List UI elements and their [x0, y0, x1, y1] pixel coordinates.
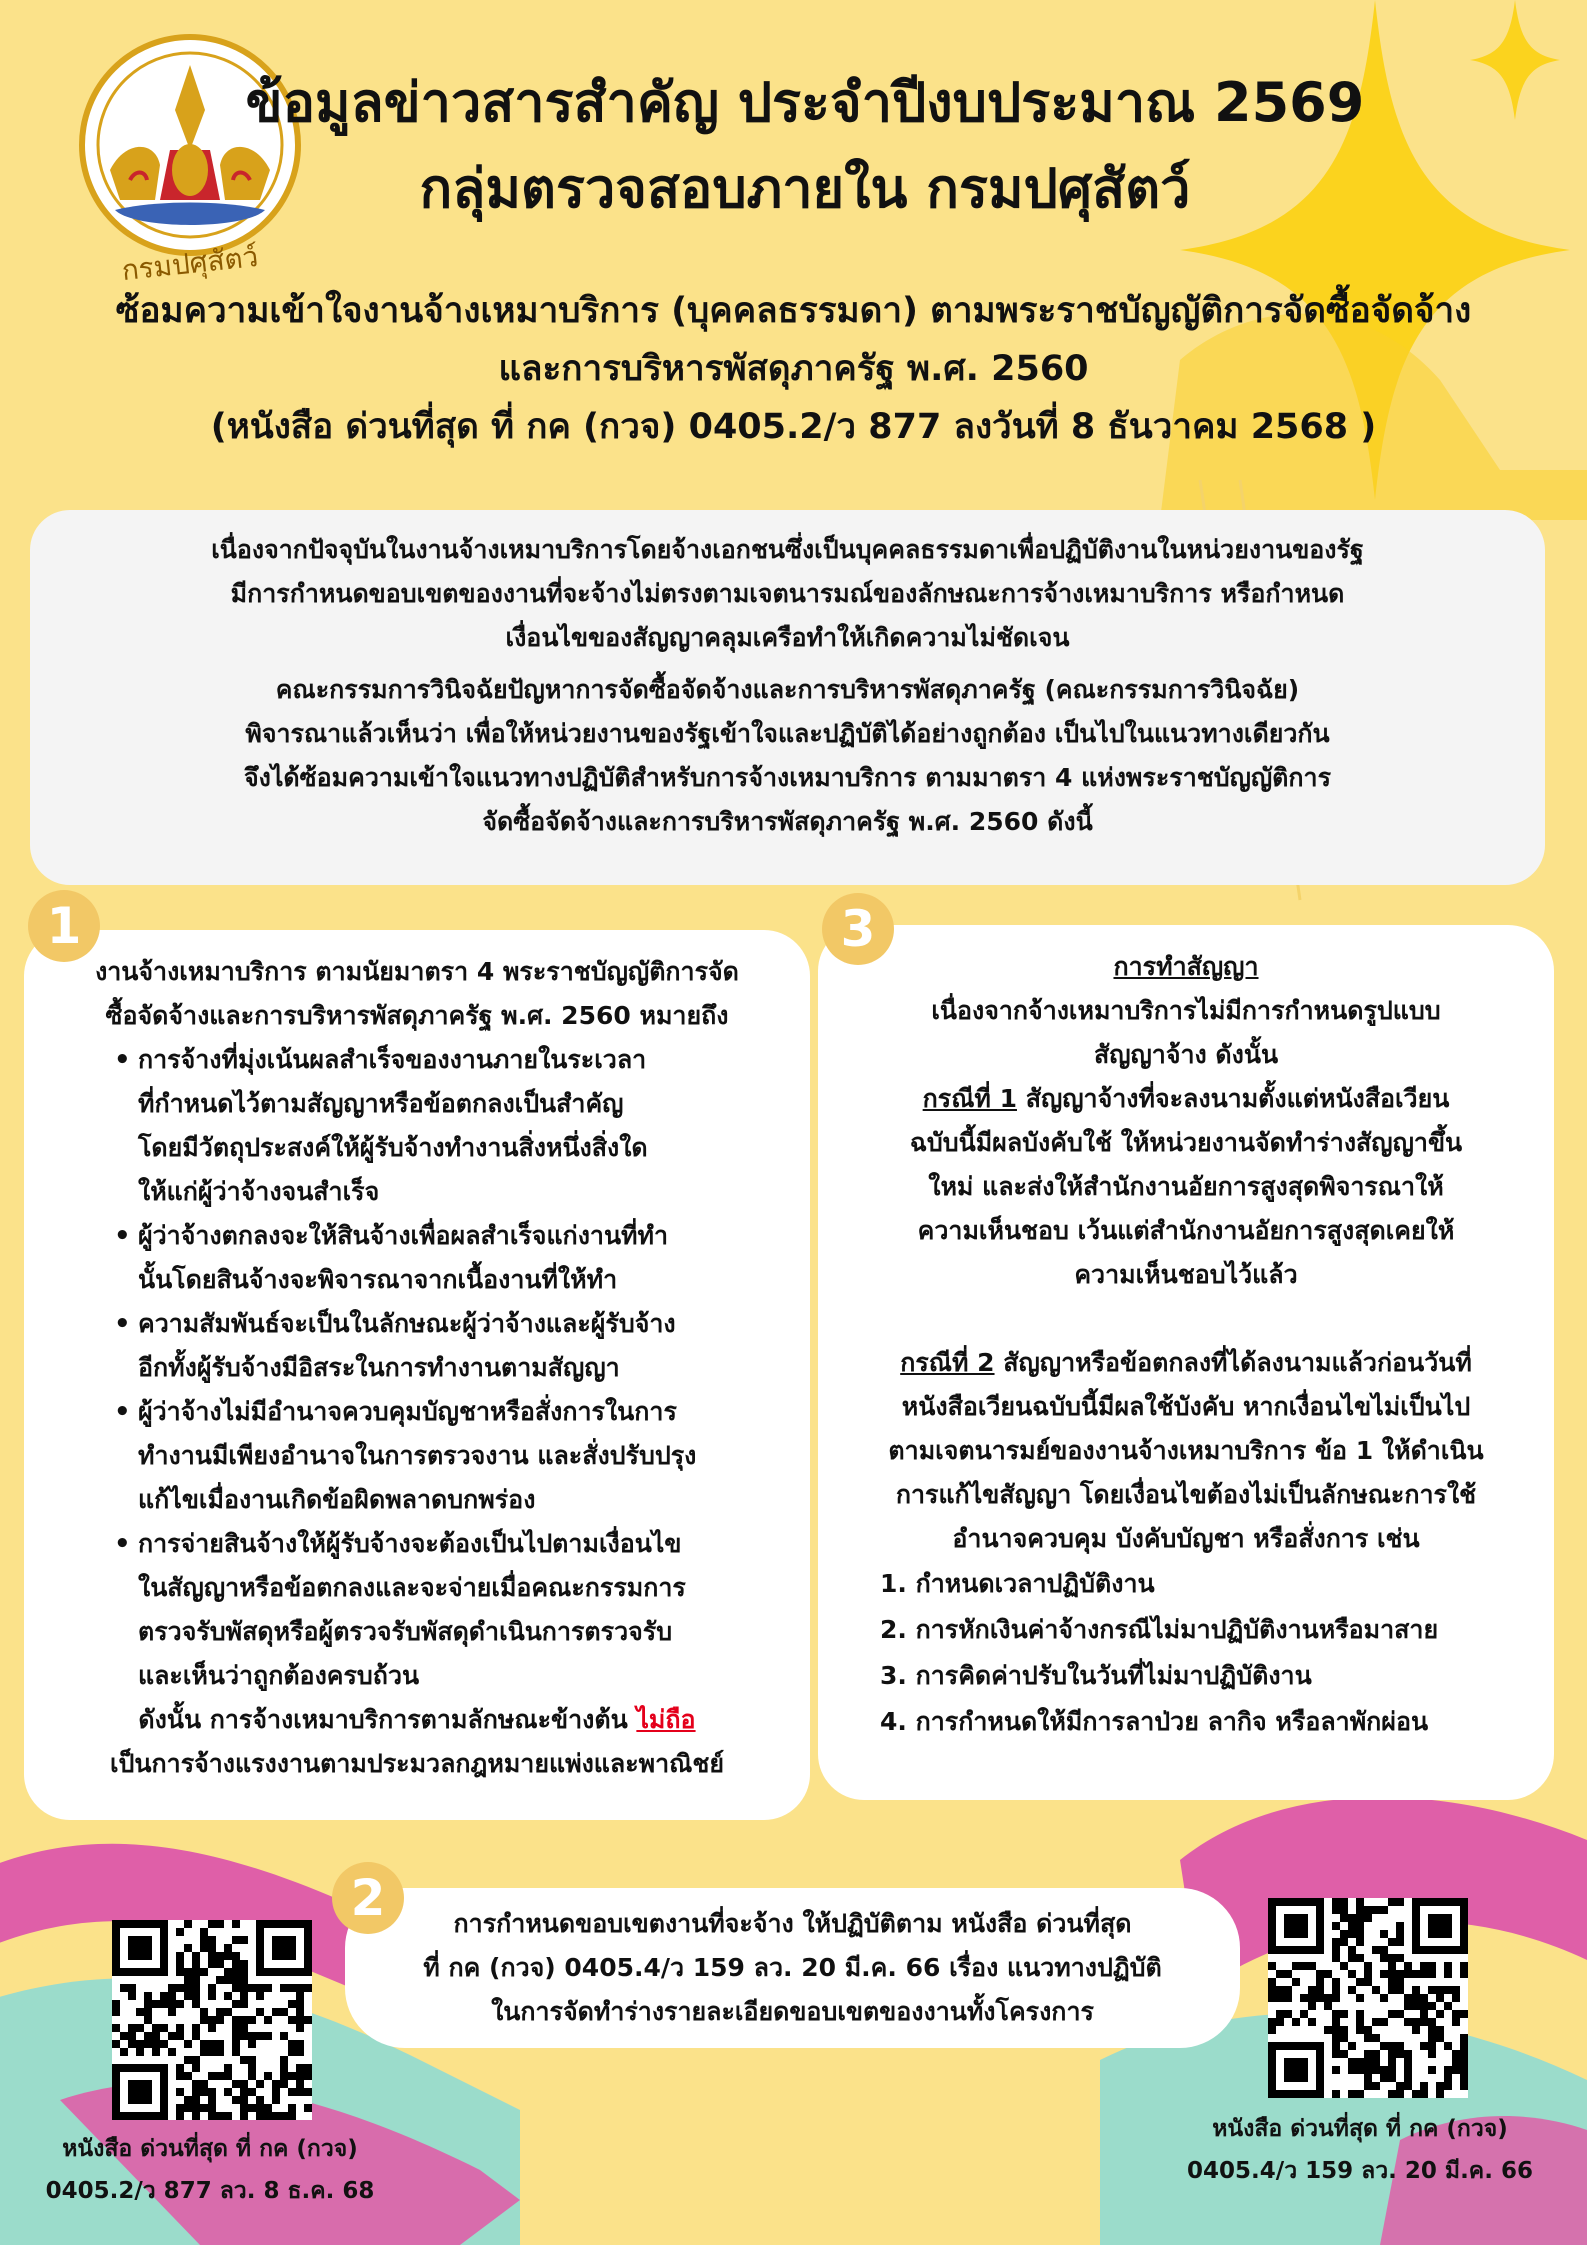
title-line-1: ข้อมูลข่าวสารสำคัญ ประจำปีงบประมาณ 2569 [245, 71, 1365, 134]
section-1-card [24, 930, 810, 1820]
bullet-line: • ความสัมพันธ์จะเป็นในลักษณะผู้ว่าจ้างและผู้รับจ้าง [138, 1309, 676, 1338]
section-1-conclusion-line-1 [48, 1698, 786, 1742]
section-1-lead-line-1: งานจ้างเหมาบริการ ตามนัยมาตรา 4 พระราชบัญญัติการจัด [95, 957, 739, 986]
qr-left-caption-line-1: หนังสือ ด่วนที่สุด ที่ กค (กวจ) [62, 2136, 358, 2162]
intro-p1-line-1: เนื่องจากปัจจุบันในงานจ้างเหมาบริการโดยจ้างเอกชนซึ่งเป็นบุคคลธรรมดาเพื่อปฏิบัติงานในหน่วยงานของรัฐ [211, 535, 1364, 564]
bullet-line: โดยมีวัตถุประสงค์ให้ผู้รับจ้างทำงานสิ่งหนึ่งสิ่งใด [138, 1133, 648, 1162]
bullet-line: • ผู้ว่าจ้างไม่มีอำนาจควบคุมบัญชาหรือสั่งการในการ [138, 1397, 677, 1426]
example-item: 4. การกำหนดให้มีการลาป่วย ลากิจ หรือลาพักผ่อน [880, 1707, 1429, 1736]
intro-card [30, 510, 1545, 885]
section-1-conclusion-line-2: เป็นการจ้างแรงงานตามประมวลกฎหมายแพ่งและพาณิชย์ [110, 1749, 724, 1778]
case-2-line-4: การแก้ไขสัญญา โดยเงื่อนไขต้องไม่เป็นลักษณะการใช้ [895, 1480, 1477, 1509]
qr-code-right[interactable] [1268, 1898, 1468, 2098]
case-2-line-5: อำนาจควบคุม บังคับบัญชา หรือสั่งการ เช่น [952, 1524, 1420, 1553]
section-2-number: 2 [332, 1862, 404, 1934]
contract-heading: การทำสัญญา [1113, 952, 1259, 981]
qr-right-caption-line-1: หนังสือ ด่วนที่สุด ที่ กค (กวจ) [1212, 2116, 1508, 2142]
bullet-line: และเห็นว่าถูกต้องครบถ้วน [138, 1661, 420, 1690]
qr-left-caption-line-2: 0405.2/ว 877 ลว. 8 ธ.ค. 68 [45, 2178, 375, 2204]
logo-caption: กรมปศุสัตว์ [120, 239, 260, 288]
intro-p2-line-2: พิจารณาแล้วเห็นว่า เพื่อให้หน่วยงานของรัฐเข้าใจและปฏิบัติได้อย่างถูกต้อง เป็นไปในแนวทางเดียวกัน [245, 719, 1330, 748]
qr-left-caption [20, 2128, 400, 2212]
intro-p2-line-3: จึงได้ซ้อมความเข้าใจแนวทางปฏิบัติสำหรับการจ้างเหมาบริการ ตามมาตรา 4 แห่งพระราชบัญญัติการ [243, 763, 1332, 792]
section-1-number: 1 [28, 890, 100, 962]
bullet-line: • การจ่ายสินจ้างให้ผู้รับจ้างจะต้องเป็นไปตามเงื่อนไข [138, 1529, 682, 1558]
section-1-bullet [110, 1302, 786, 1390]
case-2-line-1 [836, 1341, 1536, 1385]
section-2-line-3: ในการจัดทำร่างรายละเอียดขอบเขตของงานทั้งโครงการ [491, 1997, 1094, 2026]
case-1-text: สัญญาจ้างที่จะลงนามตั้งแต่หนังสือเวียน [1016, 1084, 1450, 1113]
section-2-card [345, 1888, 1240, 2048]
section-1-lead-line-2: ซื้อจัดจ้างและการบริหารพัสดุภาครัฐ พ.ศ. 2560 หมายถึง [105, 1001, 729, 1030]
bullet-line: นั้นโดยสินจ้างจะพิจารณาจากเนื้องานที่ให้ทำ [138, 1265, 618, 1294]
intro-p2-line-4: จัดซื้อจัดจ้างและการบริหารพัสดุภาครัฐ พ.ศ. 2560 ดังนี้ [482, 807, 1093, 836]
section-3-lead-line-2: สัญญาจ้าง ดังนั้น [1093, 1040, 1279, 1069]
case-1-line-5: ความเห็นชอบไว้แล้ว [1074, 1260, 1298, 1289]
bullet-line: • ผู้ว่าจ้างตกลงจะให้สินจ้างเพื่อผลสำเร็จแก่งานที่ทำ [138, 1221, 669, 1250]
case-1-label: กรณีที่ 1 [922, 1084, 1017, 1113]
case-1-line-3: ใหม่ และส่งให้สำนักงานอัยการสูงสุดพิจารณาให้ [928, 1172, 1444, 1201]
section-3-lead-line-1: เนื่องจากจ้างเหมาบริการไม่มีการกำหนดรูปแบบ [931, 996, 1441, 1025]
section-3-card [818, 925, 1554, 1800]
section-3-number: 3 [822, 893, 894, 965]
qr-right-caption-line-2: 0405.4/ว 159 ลว. 20 มี.ค. 66 [1187, 2158, 1533, 2184]
subtitle-line-2: และการบริหารพัสดุภาครัฐ พ.ศ. 2560 [498, 349, 1089, 389]
example-item: 1. กำหนดเวลาปฏิบัติงาน [880, 1569, 1155, 1598]
subtitle-line-1: ซ้อมความเข้าใจงานจ้างเหมาบริการ (บุคคลธรรมดา) ตามพระราชบัญญัติการจัดซื้อจัดจ้าง [115, 291, 1472, 331]
bullet-line: ตรวจรับพัสดุหรือผู้ตรวจรับพัสดุดำเนินการตรวจรับ [138, 1617, 673, 1646]
section-1-bullet [110, 1522, 786, 1698]
case-2-text: สัญญาหรือข้อตกลงที่ได้ลงนามแล้วก่อนวันที่ [994, 1348, 1472, 1377]
intro-p1-line-3: เงื่อนไขของสัญญาคลุมเครือทำให้เกิดความไม่ชัดเจน [505, 623, 1070, 652]
conclusion-text: ดังนั้น การจ้างเหมาบริการตามลักษณะข้างต้น [138, 1705, 637, 1734]
section-1-bullet [110, 1038, 786, 1214]
intro-p1-line-2: มีการกำหนดขอบเขตของงานที่จะจ้างไม่ตรงตามเจตนารมณ์ของลักษณะการจ้างเหมาบริการ หรือกำหนด [230, 579, 1345, 608]
section-1-bullet [110, 1390, 786, 1522]
qr-right-caption [1150, 2108, 1570, 2192]
section-1-bullets [110, 1038, 786, 1698]
bullet-line: • การจ้างที่มุ่งเน้นผลสำเร็จของงานภายในระเวลา [138, 1045, 647, 1074]
sparkle-small-icon [1470, 0, 1560, 120]
case-1-line-2: ฉบับนี้มีผลบังคับใช้ ให้หน่วยงานจัดทำร่างสัญญาขึ้น [909, 1128, 1463, 1157]
bullet-line: อีกทั้งผู้รับจ้างมีอิสระในการทำงานตามสัญญา [138, 1353, 620, 1382]
section-1-bullet [110, 1214, 786, 1302]
case-1-line-4: ความเห็นชอบ เว้นแต่สำนักงานอัยการสูงสุดเคยให้ [917, 1216, 1455, 1245]
example-item: 2. การหักเงินค่าจ้างกรณีไม่มาปฏิบัติงานหรือมาสาย [880, 1615, 1439, 1644]
bullet-line: ทำงานมีเพียงอำนาจในการตรวจงาน และสั่งปรับปรุง [138, 1441, 697, 1470]
qr-code-left[interactable] [112, 1920, 312, 2120]
section-2-line-2: ที่ กค (กวจ) 0405.4/ว 159 ลว. 20 มี.ค. 66 เรื่อง แนวทางปฏิบัติ [423, 1953, 1162, 1982]
case-2-line-3: ตามเจตนารมย์ของงานจ้างเหมาบริการ ข้อ 1 ให้ดำเนิน [888, 1436, 1484, 1465]
case-1-line-1 [836, 1077, 1536, 1121]
section-3-heading [836, 945, 1536, 989]
case-2-label: กรณีที่ 2 [900, 1348, 995, 1377]
not-considered-highlight: ไม่ถือ [636, 1705, 696, 1734]
intro-p2-line-1: คณะกรรมการวินิจฉัยปัญหาการจัดซื้อจัดจ้างและการบริหารพัสดุภาครัฐ (คณะกรรมการวินิจฉัย) [275, 675, 1300, 704]
bullet-line: ที่กำหนดไว้ตามสัญญาหรือข้อตกลงเป็นสำคัญ [138, 1089, 624, 1118]
section-2-line-1: การกำหนดขอบเขตงานที่จะจ้าง ให้ปฏิบัติตาม หนังสือ ด่วนที่สุด [453, 1909, 1132, 1938]
title-line-2: กลุ่มตรวจสอบภายใน กรมปศุสัตว์ [419, 157, 1191, 220]
subtitle-line-3: (หนังสือ ด่วนที่สุด ที่ กค (กวจ) 0405.2/ว 877 ลงวันที่ 8 ธันวาคม 2568 ) [210, 407, 1377, 447]
section-3-examples [880, 1561, 1536, 1745]
page-title [240, 60, 1370, 232]
bullet-line: แก้ไขเมื่องานเกิดข้อผิดพลาดบกพร่อง [138, 1485, 536, 1514]
page-subtitle [40, 282, 1547, 456]
bullet-line: ให้แก่ผู้ว่าจ้างจนสำเร็จ [138, 1177, 380, 1206]
example-item: 3. การคิดค่าปรับในวันที่ไม่มาปฏิบัติงาน [880, 1661, 1312, 1690]
bullet-line: ในสัญญาหรือข้อตกลงและจะจ่ายเมื่อคณะกรรมการ [138, 1573, 686, 1602]
case-2-line-2: หนังสือเวียนฉบับนี้มีผลใช้บังคับ หากเงื่อนไขไม่เป็นไป [901, 1392, 1471, 1421]
